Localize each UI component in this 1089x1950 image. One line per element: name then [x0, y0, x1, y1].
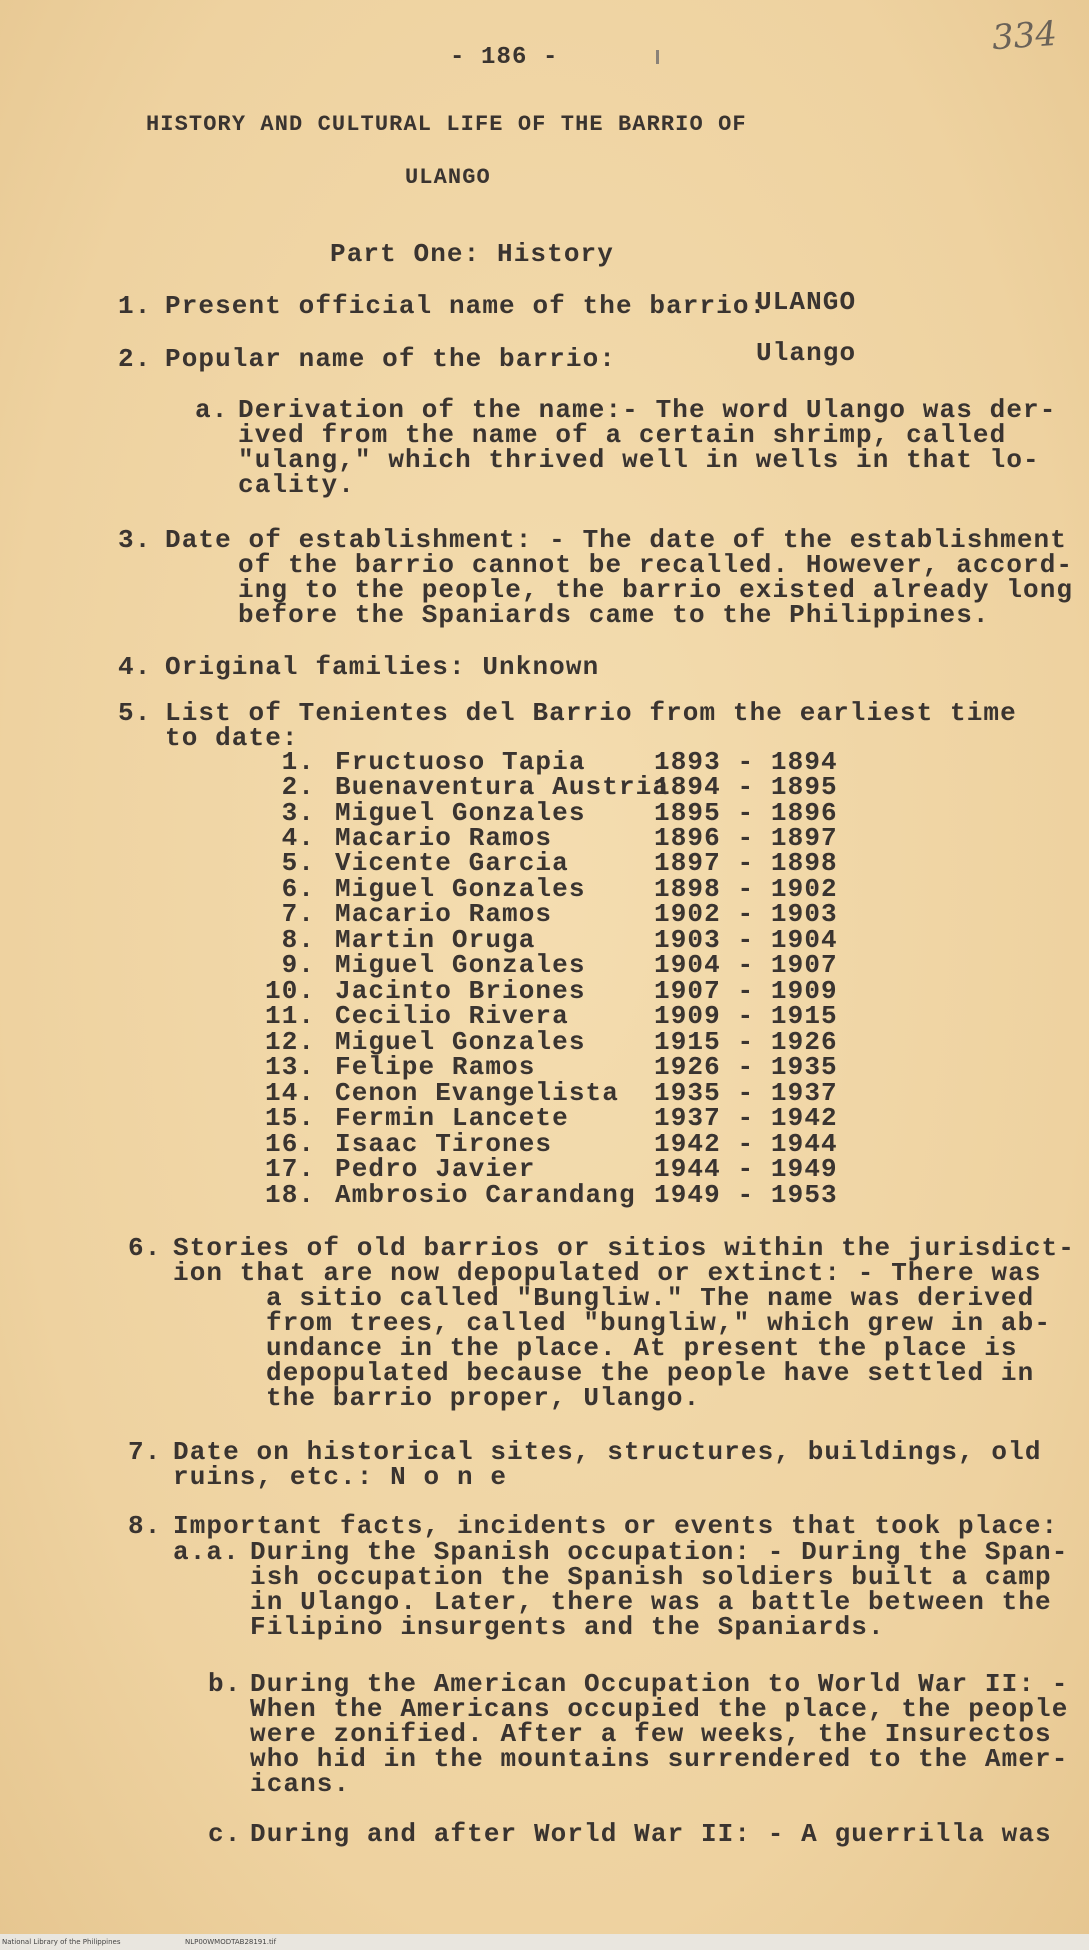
- item-2a-number: a.: [195, 395, 229, 425]
- item-6-line: Stories of old barrios or sitios within the jurisdict-: [173, 1233, 1075, 1263]
- item-8c-line: During and after World War II: - A guerrilla was: [250, 1819, 1052, 1849]
- list-item: 1. Fructuoso Tapia 1893 - 1894: [281, 747, 838, 777]
- list-item: 12. Miguel Gonzales 1915 - 1926: [265, 1027, 838, 1057]
- item-3-line: Date of establishment: - The date of the establishment: [165, 525, 1067, 555]
- item-8a-line: in Ulango. Later, there was a battle between the: [250, 1587, 1052, 1617]
- list-item: 17. Pedro Javier 1944 - 1949: [265, 1154, 838, 1184]
- item-4-number: 4.: [118, 652, 152, 682]
- item-8c-number: c.: [208, 1819, 242, 1849]
- list-item: 2. Buenaventura Austria 1894 - 1895: [281, 772, 838, 802]
- list-item: 3. Miguel Gonzales 1895 - 1896: [281, 798, 838, 828]
- document-title: HISTORY AND CULTURAL LIFE OF THE BARRIO OF: [146, 112, 747, 137]
- item-6-line: depopulated because the people have settled in: [266, 1358, 1035, 1388]
- item-4-text: Original families: Unknown: [165, 652, 600, 682]
- item-7-line: ruins, etc.: N o n e: [173, 1462, 508, 1492]
- list-item: 18. Ambrosio Carandang 1949 - 1953: [265, 1180, 838, 1210]
- part-heading: Part One: History: [330, 239, 614, 269]
- item-8b-line: When the Americans occupied the place, the people: [250, 1694, 1069, 1724]
- item-2a-line: "ulang," which thrived well in wells in that lo-: [238, 445, 1040, 475]
- item-8-number: 8.: [128, 1511, 162, 1541]
- item-2a-line: ived from the name of a certain shrimp, called: [238, 420, 1007, 450]
- item-3-number: 3.: [118, 525, 152, 555]
- item-8b-line: During the American Occupation to World War II: -: [250, 1669, 1069, 1699]
- item-1-value: ULANGO: [756, 287, 857, 317]
- list-item: 4. Macario Ramos 1896 - 1897: [281, 823, 838, 853]
- list-item: 13. Felipe Ramos 1926 - 1935: [265, 1052, 838, 1082]
- page-number: - 186 -: [450, 44, 559, 71]
- item-3-line: before the Spaniards came to the Philippines.: [238, 600, 990, 630]
- list-item: 5. Vicente Garcia 1897 - 1898: [281, 848, 838, 878]
- item-5-line: List of Tenientes del Barrio from the earliest time: [165, 698, 1017, 728]
- item-8b-line: who hid in the mountains surrendered to the Amer-: [250, 1744, 1069, 1774]
- item-7-line: Date on historical sites, structures, buildings, old: [173, 1437, 1042, 1467]
- item-8a-number: a.a.: [173, 1537, 240, 1567]
- item-8b-line: icans.: [250, 1769, 351, 1799]
- handwritten-page-number: 334: [990, 13, 1059, 59]
- item-8b-number: b.: [208, 1669, 242, 1699]
- item-6-line: a sitio called "Bungliw." The name was derived: [266, 1283, 1035, 1313]
- list-item: 11. Cecilio Rivera 1909 - 1915: [265, 1001, 838, 1031]
- list-item: 8. Martin Oruga 1903 - 1904: [281, 925, 838, 955]
- list-item: 9. Miguel Gonzales 1904 - 1907: [281, 950, 838, 980]
- item-5-line: to date:: [165, 723, 299, 753]
- list-item: 10. Jacinto Briones 1907 - 1909: [265, 976, 838, 1006]
- list-item: 6. Miguel Gonzales 1898 - 1902: [281, 874, 838, 904]
- item-8b-line: were zonified. After a few weeks, the Insurectos: [250, 1719, 1052, 1749]
- scan-footer: [0, 1934, 1089, 1950]
- item-6-number: 6.: [128, 1233, 162, 1263]
- item-8a-line: ish occupation the Spanish soldiers built a camp: [250, 1562, 1052, 1592]
- item-2a-line: Derivation of the name:- The word Ulango was der-: [238, 395, 1057, 425]
- list-item: 7. Macario Ramos 1902 - 1903: [281, 899, 838, 929]
- item-6-line: ion that are now depopulated or extinct: - There was: [173, 1258, 1042, 1288]
- item-3-line: ing to the people, the barrio existed already long: [238, 575, 1074, 605]
- list-item: 16. Isaac Tirones 1942 - 1944: [265, 1129, 838, 1159]
- list-item: 14. Cenon Evangelista 1935 - 1937: [265, 1078, 838, 1108]
- item-2a-line: cality.: [238, 470, 355, 500]
- barrio-title: ULANGO: [405, 165, 491, 190]
- item-6-line: undance in the place. At present the place is: [266, 1333, 1018, 1363]
- item-7-number: 7.: [128, 1437, 162, 1467]
- item-1-text: Present official name of the barrio:: [165, 291, 767, 321]
- item-2-text: Popular name of the barrio:: [165, 344, 616, 374]
- item-8a-line: Filipino insurgents and the Spaniards.: [250, 1612, 885, 1642]
- item-2-value: Ulango: [756, 338, 857, 368]
- footer-library: National Library of the Philippines: [2, 1938, 121, 1946]
- item-2-number: 2.: [118, 344, 152, 374]
- item-8-line: Important facts, incidents or events that took place:: [173, 1511, 1059, 1541]
- item-6-line: from trees, called "bungliw," which grew in ab-: [266, 1308, 1052, 1338]
- pencil-mark: [656, 50, 659, 64]
- item-3-line: of the barrio cannot be recalled. However, accord-: [238, 550, 1074, 580]
- item-8a-line: During the Spanish occupation: - During the Span-: [250, 1537, 1069, 1567]
- item-6-line: the barrio proper, Ulango.: [266, 1383, 701, 1413]
- item-1-number: 1.: [118, 291, 152, 321]
- list-item: 15. Fermin Lancete 1937 - 1942: [265, 1103, 838, 1133]
- item-5-number: 5.: [118, 698, 152, 728]
- footer-filename: NLP00WMODTAB28191.tif: [185, 1938, 277, 1946]
